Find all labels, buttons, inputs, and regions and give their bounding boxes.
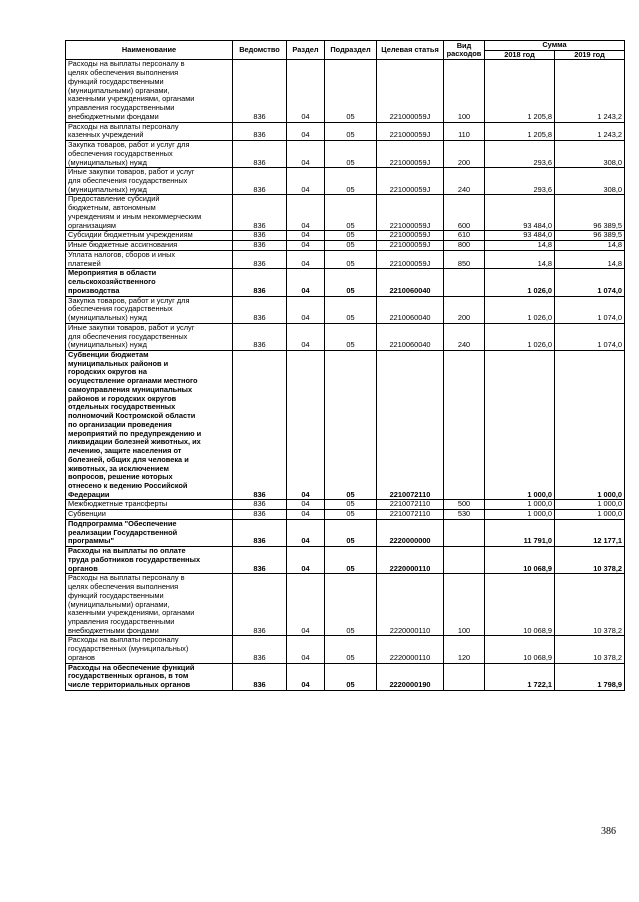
cell-razdel: 04: [287, 323, 325, 350]
cell-podrazdel: 05: [325, 241, 377, 251]
cell-sum-2018: 293,6: [485, 141, 555, 168]
cell-target: 221000059J: [377, 195, 444, 231]
cell-sum-2018: 293,6: [485, 168, 555, 195]
table-row: [66, 663, 625, 690]
cell-sum-2019: 1 000,0: [555, 510, 625, 520]
header-2018: 2018 год: [485, 50, 555, 60]
cell-target: 221000059J: [377, 250, 444, 268]
table-body: [66, 60, 625, 690]
cell-vid: 110: [444, 122, 485, 140]
cell-vedomstvo: 836: [233, 250, 287, 268]
cell-sum-2019: 10 378,2: [555, 636, 625, 663]
table-row: [66, 574, 625, 636]
cell-sum-2018: 1 205,8: [485, 60, 555, 122]
cell-target: 2220000110: [377, 636, 444, 663]
cell-podrazdel: 05: [325, 323, 377, 350]
cell-vid: 100: [444, 60, 485, 122]
table-row: [66, 510, 625, 520]
cell-name: Межбюджетные трансферты: [66, 500, 233, 510]
table-row: [66, 323, 625, 350]
cell-razdel: 04: [287, 296, 325, 323]
table-row: [66, 636, 625, 663]
table-row: [66, 60, 625, 122]
cell-sum-2019: 96 389,5: [555, 195, 625, 231]
header-2019: 2019 год: [555, 50, 625, 60]
cell-vedomstvo: 836: [233, 510, 287, 520]
cell-razdel: 04: [287, 231, 325, 241]
cell-razdel: 04: [287, 574, 325, 636]
cell-razdel: 04: [287, 547, 325, 574]
cell-podrazdel: 05: [325, 547, 377, 574]
cell-vid: 240: [444, 168, 485, 195]
cell-vid: 240: [444, 323, 485, 350]
cell-podrazdel: 05: [325, 122, 377, 140]
cell-target: 221000059J: [377, 60, 444, 122]
cell-vedomstvo: 836: [233, 323, 287, 350]
cell-sum-2018: 93 484,0: [485, 195, 555, 231]
cell-razdel: 04: [287, 195, 325, 231]
cell-sum-2018: 1 000,0: [485, 350, 555, 499]
cell-vedomstvo: 836: [233, 122, 287, 140]
cell-sum-2018: 11 791,0: [485, 519, 555, 546]
cell-razdel: 04: [287, 350, 325, 499]
cell-sum-2018: 10 068,9: [485, 636, 555, 663]
header-vid: Вид расходов: [444, 41, 485, 60]
cell-sum-2018: 14,8: [485, 241, 555, 251]
cell-sum-2018: 10 068,9: [485, 574, 555, 636]
table-row: [66, 500, 625, 510]
cell-target: 221000059J: [377, 231, 444, 241]
cell-name: Расходы на обеспечение функций государственных органов, в том числе территориальных органов: [66, 663, 233, 690]
cell-vedomstvo: 836: [233, 296, 287, 323]
cell-sum-2019: 96 389,5: [555, 231, 625, 241]
cell-vid: 200: [444, 141, 485, 168]
cell-name: Субвенции: [66, 510, 233, 520]
cell-target: 2220000190: [377, 663, 444, 690]
cell-sum-2018: 1 026,0: [485, 269, 555, 296]
cell-sum-2019: 1 243,2: [555, 122, 625, 140]
cell-name: Закупка товаров, работ и услуг для обеспечения государственных (муниципальных) нужд: [66, 296, 233, 323]
cell-sum-2019: 1 074,0: [555, 269, 625, 296]
cell-vid: 610: [444, 231, 485, 241]
cell-razdel: 04: [287, 60, 325, 122]
table-row: [66, 231, 625, 241]
cell-sum-2019: 1 000,0: [555, 350, 625, 499]
cell-podrazdel: 05: [325, 519, 377, 546]
table-row: [66, 168, 625, 195]
cell-vid: 500: [444, 500, 485, 510]
cell-vedomstvo: 836: [233, 547, 287, 574]
cell-vid: [444, 547, 485, 574]
cell-sum-2019: 14,8: [555, 241, 625, 251]
cell-vedomstvo: 836: [233, 241, 287, 251]
cell-vedomstvo: 836: [233, 663, 287, 690]
cell-sum-2019: 12 177,1: [555, 519, 625, 546]
cell-vid: [444, 269, 485, 296]
cell-sum-2019: 1 074,0: [555, 323, 625, 350]
cell-podrazdel: 05: [325, 269, 377, 296]
cell-sum-2019: 308,0: [555, 141, 625, 168]
header-target: Целевая статья: [377, 41, 444, 60]
table-row: [66, 141, 625, 168]
cell-vedomstvo: 836: [233, 168, 287, 195]
cell-podrazdel: 05: [325, 250, 377, 268]
cell-target: 221000059J: [377, 122, 444, 140]
cell-podrazdel: 05: [325, 195, 377, 231]
header-razdel: Раздел: [287, 41, 325, 60]
cell-razdel: 04: [287, 141, 325, 168]
cell-name: Расходы на выплаты персоналу казенных учреждений: [66, 122, 233, 140]
cell-name: Иные закупки товаров, работ и услуг для обеспечения государственных (муниципальных) нужд: [66, 323, 233, 350]
cell-sum-2018: 10 068,9: [485, 547, 555, 574]
cell-vedomstvo: 836: [233, 141, 287, 168]
cell-vid: 800: [444, 241, 485, 251]
cell-sum-2019: 1 798,9: [555, 663, 625, 690]
cell-vedomstvo: 836: [233, 195, 287, 231]
cell-vid: 530: [444, 510, 485, 520]
cell-target: 2220000110: [377, 547, 444, 574]
cell-vid: 120: [444, 636, 485, 663]
cell-target: 221000059J: [377, 241, 444, 251]
cell-podrazdel: 05: [325, 231, 377, 241]
cell-podrazdel: 05: [325, 574, 377, 636]
cell-sum-2019: 1 000,0: [555, 500, 625, 510]
cell-sum-2018: 93 484,0: [485, 231, 555, 241]
cell-podrazdel: 05: [325, 500, 377, 510]
cell-name: Закупка товаров, работ и услуг для обеспечения государственных (муниципальных) нужд: [66, 141, 233, 168]
header-podrazdel: Подраздел: [325, 41, 377, 60]
cell-sum-2019: 14,8: [555, 250, 625, 268]
cell-razdel: 04: [287, 510, 325, 520]
cell-sum-2019: 1 074,0: [555, 296, 625, 323]
cell-target: 2210060040: [377, 323, 444, 350]
cell-podrazdel: 05: [325, 636, 377, 663]
cell-name: Расходы на выплаты персоналу государственных (муниципальных) органов: [66, 636, 233, 663]
cell-target: 2210072110: [377, 510, 444, 520]
table-row: [66, 241, 625, 251]
cell-name: Расходы на выплаты персоналу в целях обеспечения выполнения функций государственными (муниципальными) органами, казенными учреждениями, органами управления государственными внебюджетными фондами: [66, 60, 233, 122]
cell-sum-2019: 10 378,2: [555, 574, 625, 636]
cell-sum-2018: 1 205,8: [485, 122, 555, 140]
cell-name: Подпрограмма "Обеспечение реализации Государственной программы": [66, 519, 233, 546]
cell-target: 2210060040: [377, 296, 444, 323]
cell-vedomstvo: 836: [233, 500, 287, 510]
cell-vedomstvo: 836: [233, 636, 287, 663]
table-row: [66, 296, 625, 323]
cell-sum-2018: 1 000,0: [485, 500, 555, 510]
cell-razdel: 04: [287, 500, 325, 510]
cell-sum-2018: 14,8: [485, 250, 555, 268]
table-row: [66, 269, 625, 296]
cell-vedomstvo: 836: [233, 574, 287, 636]
cell-sum-2018: 1 722,1: [485, 663, 555, 690]
page-number: 386: [601, 826, 616, 837]
cell-name: Иные закупки товаров, работ и услуг для обеспечения государственных (муниципальных) нужд: [66, 168, 233, 195]
cell-podrazdel: 05: [325, 663, 377, 690]
budget-table: [65, 40, 625, 691]
cell-name: Иные бюджетные ассигнования: [66, 241, 233, 251]
cell-target: 2210060040: [377, 269, 444, 296]
cell-vid: 600: [444, 195, 485, 231]
table-row: [66, 519, 625, 546]
cell-razdel: 04: [287, 122, 325, 140]
cell-razdel: 04: [287, 636, 325, 663]
cell-name: Расходы на выплаты по оплате труда работников государственных органов: [66, 547, 233, 574]
cell-vid: [444, 519, 485, 546]
cell-vedomstvo: 836: [233, 519, 287, 546]
cell-vid: 100: [444, 574, 485, 636]
cell-podrazdel: 05: [325, 350, 377, 499]
cell-name: Субвенции бюджетам муниципальных районов и городских округов на осуществление органами местного самоуправления муниципальных районов и городских округов отдельных государственных полномочий Костромской области по организации проведения мероприятий по предупреждению и ликвидации болезней животных, их лечению, защите населения от болезней, общих для человека и животных, за исключением вопросов, решение которых отнесено к ведению Российской Федерации: [66, 350, 233, 499]
cell-target: 221000059J: [377, 168, 444, 195]
table-row: [66, 250, 625, 268]
header-sum: Сумма: [485, 41, 625, 51]
cell-sum-2018: 1 000,0: [485, 510, 555, 520]
cell-podrazdel: 05: [325, 296, 377, 323]
cell-name: Расходы на выплаты персоналу в целях обеспечения выполнения функций государственными (муниципальными) органами, казенными учреждениями, органами управления государственными внебюджетными фондами: [66, 574, 233, 636]
cell-target: 2220000110: [377, 574, 444, 636]
cell-podrazdel: 05: [325, 60, 377, 122]
header-vedomstvo: Ведомство: [233, 41, 287, 60]
cell-razdel: 04: [287, 168, 325, 195]
cell-podrazdel: 05: [325, 168, 377, 195]
cell-razdel: 04: [287, 269, 325, 296]
cell-sum-2019: 308,0: [555, 168, 625, 195]
cell-razdel: 04: [287, 663, 325, 690]
cell-name: Уплата налогов, сборов и иных платежей: [66, 250, 233, 268]
cell-podrazdel: 05: [325, 141, 377, 168]
cell-vedomstvo: 836: [233, 60, 287, 122]
cell-sum-2019: 10 378,2: [555, 547, 625, 574]
cell-target: 221000059J: [377, 141, 444, 168]
cell-vid: [444, 663, 485, 690]
table-row: [66, 195, 625, 231]
cell-razdel: 04: [287, 519, 325, 546]
cell-name: Предоставление субсидий бюджетным, автономным учреждениям и иным некоммерческим организациям: [66, 195, 233, 231]
cell-vid: 850: [444, 250, 485, 268]
cell-sum-2019: 1 243,2: [555, 60, 625, 122]
cell-razdel: 04: [287, 250, 325, 268]
cell-vid: 200: [444, 296, 485, 323]
cell-sum-2018: 1 026,0: [485, 323, 555, 350]
table-row: [66, 350, 625, 499]
cell-vedomstvo: 836: [233, 231, 287, 241]
header-name: Наименование: [66, 41, 233, 60]
cell-sum-2018: 1 026,0: [485, 296, 555, 323]
cell-podrazdel: 05: [325, 510, 377, 520]
cell-vid: [444, 350, 485, 499]
cell-vedomstvo: 836: [233, 350, 287, 499]
cell-name: Субсидии бюджетным учреждениям: [66, 231, 233, 241]
table-row: [66, 547, 625, 574]
cell-target: 2210072110: [377, 500, 444, 510]
cell-target: 2220000000: [377, 519, 444, 546]
cell-vedomstvo: 836: [233, 269, 287, 296]
cell-name: Мероприятия в области сельскохозяйственного производства: [66, 269, 233, 296]
cell-razdel: 04: [287, 241, 325, 251]
cell-target: 2210072110: [377, 350, 444, 499]
table-row: [66, 122, 625, 140]
